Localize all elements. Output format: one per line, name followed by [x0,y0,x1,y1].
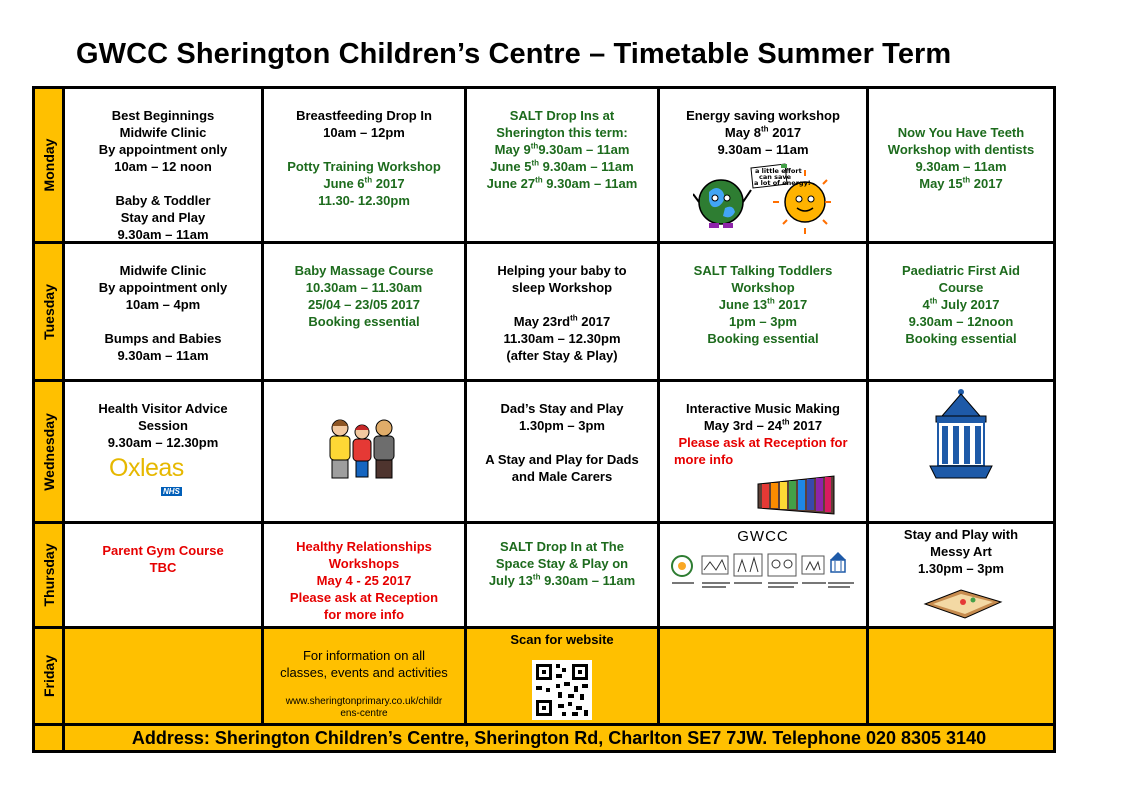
monday-session-4 [660,89,866,241]
session-title: Workshop [731,280,795,295]
qr-code-icon[interactable] [532,660,592,720]
session-date: June 13th 2017 [718,296,808,312]
session-title: Midwife Clinic [119,125,207,140]
session-title: Breastfeeding Drop In [296,108,432,123]
session-note: Booking essential [905,331,1017,346]
session-note: more info [674,452,734,467]
session-title: Energy saving workshop [686,108,840,123]
session-title: Healthy Relationships [296,539,432,554]
wednesday-session-3 [467,382,657,521]
session-time: 11.30am – 12.30pm [503,331,621,346]
session-title: Paediatric First Aid [902,263,1020,278]
day-label: Thursday [40,543,57,607]
wednesday-session-4 [660,382,866,521]
day-label: Monday [40,138,57,192]
thursday-session-1 [65,524,261,626]
session-date: July 13th 9.30am – 11am [488,572,636,588]
thursday-session-5 [869,524,1053,626]
website-link[interactable]: www.sheringtonprimary.co.uk/childr ens-centre [285,696,443,719]
session-title: Midwife Clinic [119,263,207,278]
session-title: Best Beginnings [111,108,215,123]
session-title: SALT Drop In at The [500,539,624,554]
monday-session-5 [869,89,1053,241]
timetable-grid [32,86,1056,753]
tuesday-session-2 [264,244,464,379]
thursday-session-2 [264,524,464,626]
friday-session-4 [660,629,866,723]
page-title: GWCC Sherington Children’s Centre – Timetable Summer Term [76,38,952,70]
session-title: Baby & Toddler [115,193,211,208]
friday-session-1 [65,629,261,723]
tuesday-session-3 [467,244,657,379]
session-time: 10am – 12pm [323,125,405,140]
session-time: 10.30am – 11.30am [305,280,423,295]
session-title: Sherington this term: [496,125,628,140]
session-time: 10am – 12 noon [114,159,212,174]
scan-label: Scan for website [510,632,614,647]
session-note: Booking essential [308,314,420,329]
session-date: June 6th 2017 [323,175,405,191]
session-date: May $23rd^{th}$ 2017 [513,313,611,329]
sign-text: can save [759,173,792,181]
session-title: SALT Drop Ins at [509,108,615,123]
thursday-session-4 [660,524,866,626]
day-label: Friday [40,654,57,698]
day-label: Wednesday [40,412,57,491]
session-note: and Male Carers [511,469,613,484]
day-blank [35,726,62,750]
session-date: 25/04 – 23/05 2017 [307,297,421,312]
session-title: Health Visitor Advice [98,401,228,416]
session-title: Stay and Play with [903,527,1019,542]
monday-session-2 [264,89,464,241]
session-time: 9.30am – 12noon [908,314,1014,329]
session-time: 1.30pm – 3pm [519,418,605,433]
monday-session-1 [65,89,261,241]
monday-session-3 [467,89,657,241]
session-note: Please ask at Reception for [678,435,848,450]
day-friday [35,629,62,723]
info-text: For information on all classes, events and activities [280,648,448,680]
sandpit-icon [921,586,1005,620]
sign-text: a little effort [755,167,802,175]
session-note: TBC [149,560,177,575]
session-time: 9.30am – 11am [915,159,1007,174]
session-date: 4th July 2017 [922,296,1000,312]
session-date: May 8th 2017 [724,124,802,140]
session-date: June 5th 9.30am – 11am [490,158,634,174]
friday-info [264,629,464,723]
day-wednesday [35,382,62,521]
partner-logos [668,548,858,600]
session-note: By appointment only [98,142,228,157]
session-title: Baby Massage Course [294,263,434,278]
session-time: 1pm – 3pm [729,314,797,329]
day-monday [35,89,62,241]
energy-saving-illustration [693,162,833,234]
session-title: Course [938,280,984,295]
session-title: Bumps and Babies [104,331,222,346]
session-date: May 3rd – 24th 2017 [703,417,823,433]
session-title: SALT Talking Toddlers [693,263,833,278]
session-time: 11.30- 12.30pm [318,193,410,208]
session-date: May 15th 2017 [919,175,1003,191]
session-title: sleep Workshop [511,280,613,295]
address-bar [65,726,1053,750]
day-thursday [35,524,62,626]
session-title: Workshop with dentists [887,142,1035,157]
session-title: Stay and Play [120,210,206,225]
session-note: (after Stay & Play) [506,348,618,363]
thursday-session-3 [467,524,657,626]
session-time: 9.30am – 11am [117,227,209,241]
tuesday-session-1 [65,244,261,379]
session-date: May 4 - 25 2017 [316,573,412,588]
session-title: Dad’s Stay and Play [500,401,624,416]
oxleas-nhs-logo: Oxleas NHS [109,454,184,496]
tuesday-session-5 [869,244,1053,379]
session-note: By appointment only [98,280,228,295]
session-note: Booking essential [707,331,819,346]
session-title: Workshops [328,556,400,571]
session-title: Potty Training Workshop [287,159,441,174]
xylophone-icon [756,474,836,518]
session-date: May 9th9.30am – 11am [494,141,630,157]
session-note: A Stay and Play for Dads [485,452,639,467]
session-title: Interactive Music Making [686,401,840,416]
session-time: 9.30am – 11am [717,142,809,157]
address-text: Address: Sherington Children’s Centre, Sherington Rd, Charlton SE7 7JW. Telephone 020 8305 3140 [131,728,987,748]
session-time: 10am – 4pm [125,297,201,312]
session-title: Space Stay & Play on [495,556,629,571]
session-time: 9.30am – 12.30pm [107,435,219,450]
session-note: for more info [323,607,405,622]
session-date: June 27th 9.30am – 11am [486,175,638,191]
wednesday-session-5 [869,382,1053,521]
gwcc-logo-title: GWCC [737,528,789,545]
wednesday-session-1 [65,382,261,521]
session-title: Now You Have Teeth [897,125,1025,140]
day-label: Tuesday [40,283,57,340]
session-title: Helping your baby to [497,263,627,278]
wednesday-session-2 [264,382,464,521]
session-note: Please ask at Reception [289,590,439,605]
tuesday-session-4 [660,244,866,379]
session-title: Parent Gym Course [102,543,224,558]
session-time: 1.30pm – 3pm [918,561,1004,576]
session-title: Session [138,418,188,433]
day-tuesday [35,244,62,379]
session-time: 9.30am – 11am [117,348,209,363]
friday-session-5 [869,629,1053,723]
family-illustration [322,414,402,484]
session-title: Messy Art [930,544,992,559]
sign-text: a lot of energy! [754,179,811,187]
cupola-icon [926,388,996,480]
friday-qr [467,629,657,723]
